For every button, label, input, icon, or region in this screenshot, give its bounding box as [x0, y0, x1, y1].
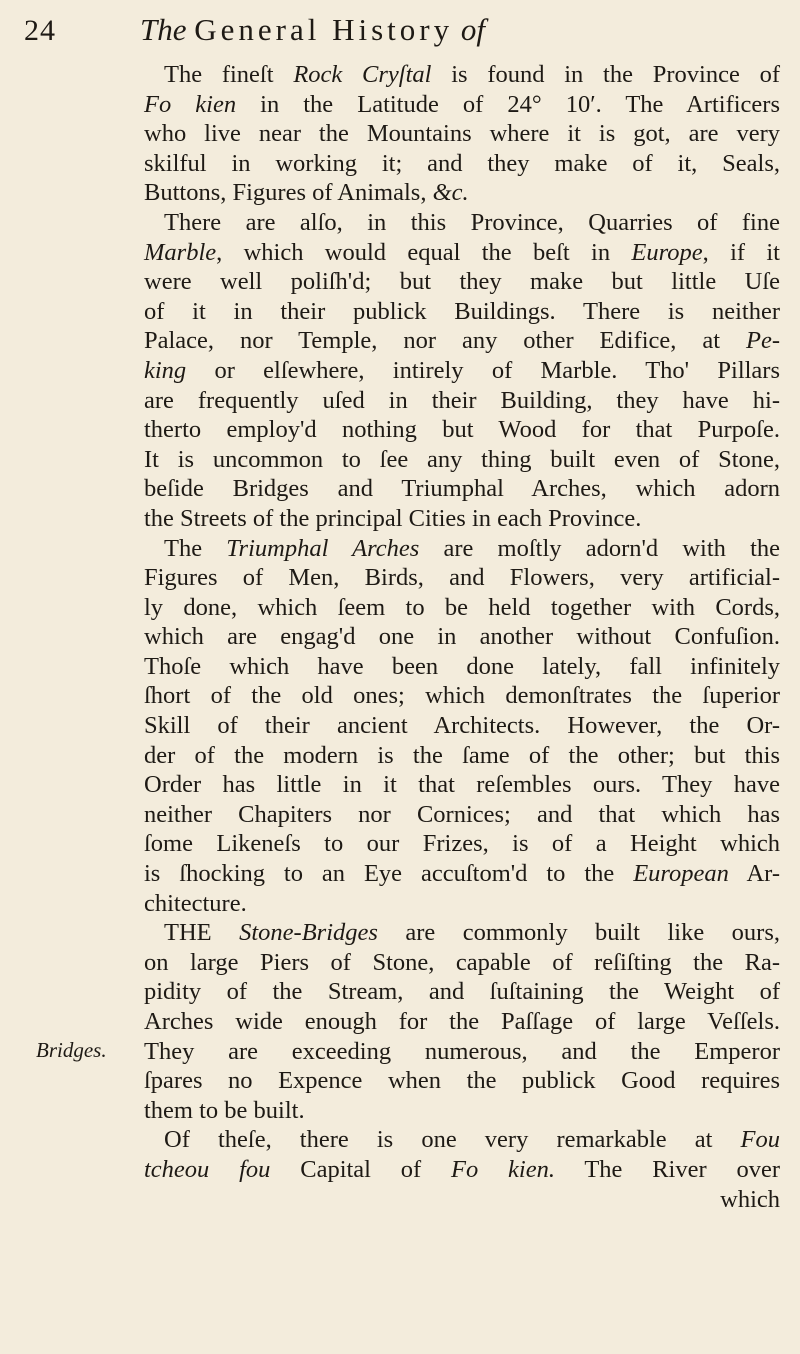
- text-segment: It is uncommon to ſee any thing built even of Stone,: [144, 445, 780, 473]
- text-line: [144, 1066, 780, 1096]
- text-segment: who live near the Mountains where it is got, are very: [144, 120, 780, 148]
- text-segment: THE: [164, 919, 240, 947]
- text-line: [144, 1185, 780, 1215]
- italic-text: Fo kien: [144, 90, 237, 118]
- text-segment: chitecture.: [144, 889, 247, 917]
- text-line: [144, 977, 780, 1007]
- text-line: [144, 1007, 780, 1037]
- text-segment: pidity of the Stream, and ſuſtaining the Weight of: [144, 978, 780, 1006]
- text-line: [144, 356, 780, 386]
- text-line: [144, 859, 780, 889]
- italic-text: Rock Cryſtal: [293, 61, 432, 88]
- text-segment: skilful in working it; and they make of it, Seals,: [144, 149, 780, 177]
- text-line: [144, 741, 780, 771]
- text-segment: The fineſt: [164, 61, 294, 88]
- text-line: [144, 267, 780, 297]
- text-segment: beſide Bridges and Triumphal Arches, which adorn: [144, 475, 780, 503]
- italic-text: Fo kien.: [451, 1155, 555, 1183]
- text-segment: Order has little in it that reſembles ours. They have: [144, 771, 780, 799]
- text-segment: on large Piers of Stone, capable of reſiſting the Ra-: [144, 948, 780, 976]
- text-line: [144, 800, 780, 830]
- italic-text: Europe: [631, 238, 703, 266]
- text-line: [144, 1125, 780, 1155]
- text-line: [144, 178, 780, 208]
- body-text: [144, 60, 780, 1214]
- text-segment: which: [720, 1185, 780, 1213]
- page-number: 24: [24, 14, 56, 47]
- text-line: [144, 711, 780, 741]
- italic-text: tcheou fou: [144, 1155, 271, 1183]
- text-segment: is ſhocking to an Eye accuſtom'd to the: [144, 860, 634, 888]
- text-segment: der of the modern is the ſame of the other; but this: [144, 741, 780, 769]
- text-line: [144, 652, 780, 682]
- text-segment: Capital of: [270, 1155, 451, 1183]
- text-segment: ſhort of the old ones; which demonſtrates the ſuperior: [144, 682, 780, 710]
- text-segment: therto employ'd nothing but Wood for that Purpoſe.: [144, 416, 780, 444]
- text-segment: There are alſo, in this Province, Quarries of fine: [164, 208, 780, 236]
- text-segment: ly done, which ſeem to be held together with Cords,: [144, 593, 780, 621]
- text-segment: the Streets of the principal Cities in each Province.: [144, 504, 642, 532]
- text-line: [144, 326, 780, 356]
- text-line: [144, 149, 780, 179]
- text-line: [144, 829, 780, 859]
- running-head-title: General History: [194, 12, 454, 47]
- text-segment: Palace, nor Temple, nor any other Edifice, at: [144, 327, 746, 355]
- margin-note-bridges: Bridges.: [36, 1038, 107, 1062]
- text-segment: Thoſe which have been done lately, fall infinitely: [144, 652, 780, 680]
- italic-text: Pe-: [746, 327, 780, 355]
- text-line: [144, 622, 780, 652]
- text-line: [144, 948, 780, 978]
- text-segment: Arches wide enough for the Paſſage of large Veſſels.: [144, 1008, 780, 1035]
- running-head-of: of: [460, 12, 485, 47]
- text-segment: ſpares no Expence when the publick Good requires: [144, 1067, 780, 1095]
- running-head: [140, 12, 780, 48]
- text-line: [144, 770, 780, 800]
- text-line: [144, 119, 780, 149]
- italic-text: king: [144, 356, 187, 384]
- text-line: [144, 1155, 780, 1185]
- text-segment: Of theſe, there is one very remarkable at: [164, 1126, 741, 1154]
- text-line: [144, 1037, 780, 1067]
- text-segment: are commonly built like ours,: [377, 919, 780, 947]
- text-segment: Figures of Men, Birds, and Flowers, very artificial-: [144, 564, 780, 592]
- text-line: [144, 681, 780, 711]
- text-segment: , if it: [702, 238, 780, 266]
- text-segment: are moſtly adorn'd with the: [419, 534, 781, 562]
- italic-text: Triumphal Arches: [226, 534, 420, 562]
- text-line: [144, 60, 780, 90]
- text-segment: were well poliſh'd; but they make but little Uſe: [144, 268, 780, 296]
- text-line: [144, 474, 780, 504]
- text-segment: Ar-: [728, 860, 780, 888]
- text-line: [144, 563, 780, 593]
- text-line: [144, 889, 780, 919]
- text-segment: , which would equal the beſt in: [216, 238, 632, 266]
- text-segment: The River over: [554, 1155, 780, 1183]
- text-segment: Buttons, Figures of Animals,: [144, 179, 433, 207]
- text-segment: neither Chapiters nor Cornices; and that which has: [144, 800, 780, 828]
- italic-text: Marble: [144, 238, 217, 266]
- text-line: [144, 297, 780, 327]
- text-segment: ſome Likeneſs to our Frizes, is of a Height which: [144, 830, 780, 858]
- text-segment: of it in their publick Buildings. There is neither: [144, 297, 780, 325]
- italic-text: &c.: [432, 179, 469, 207]
- text-line: [144, 504, 780, 534]
- italic-text: European: [633, 860, 729, 888]
- text-segment: They are exceeding numerous, and the Emperor: [144, 1037, 780, 1065]
- text-line: [144, 918, 780, 948]
- text-segment: is found in the Province of: [431, 61, 780, 88]
- italic-text: Fou: [740, 1126, 780, 1154]
- running-head-the: The: [140, 12, 187, 47]
- text-line: [144, 415, 780, 445]
- text-line: [144, 386, 780, 416]
- text-line: [144, 445, 780, 475]
- text-line: [144, 1096, 780, 1126]
- text-line: [144, 534, 780, 564]
- text-segment: The: [164, 534, 227, 562]
- text-line: [144, 238, 780, 268]
- text-line: [144, 208, 780, 238]
- text-segment: in the Latitude of 24° 10′. The Artificers: [236, 90, 780, 118]
- text-segment: are frequently uſed in their Building, they have hi-: [144, 386, 780, 414]
- text-segment: which are engag'd one in another without Confuſion.: [144, 623, 780, 651]
- text-segment: them to be built.: [144, 1096, 305, 1124]
- text-segment: or elſewhere, intirely of Marble. Tho' Pillars: [186, 356, 780, 384]
- text-line: [144, 90, 780, 120]
- text-line: [144, 593, 780, 623]
- text-segment: Skill of their ancient Architects. However, the Or-: [144, 712, 780, 740]
- italic-text: Stone-Bridges: [239, 919, 378, 947]
